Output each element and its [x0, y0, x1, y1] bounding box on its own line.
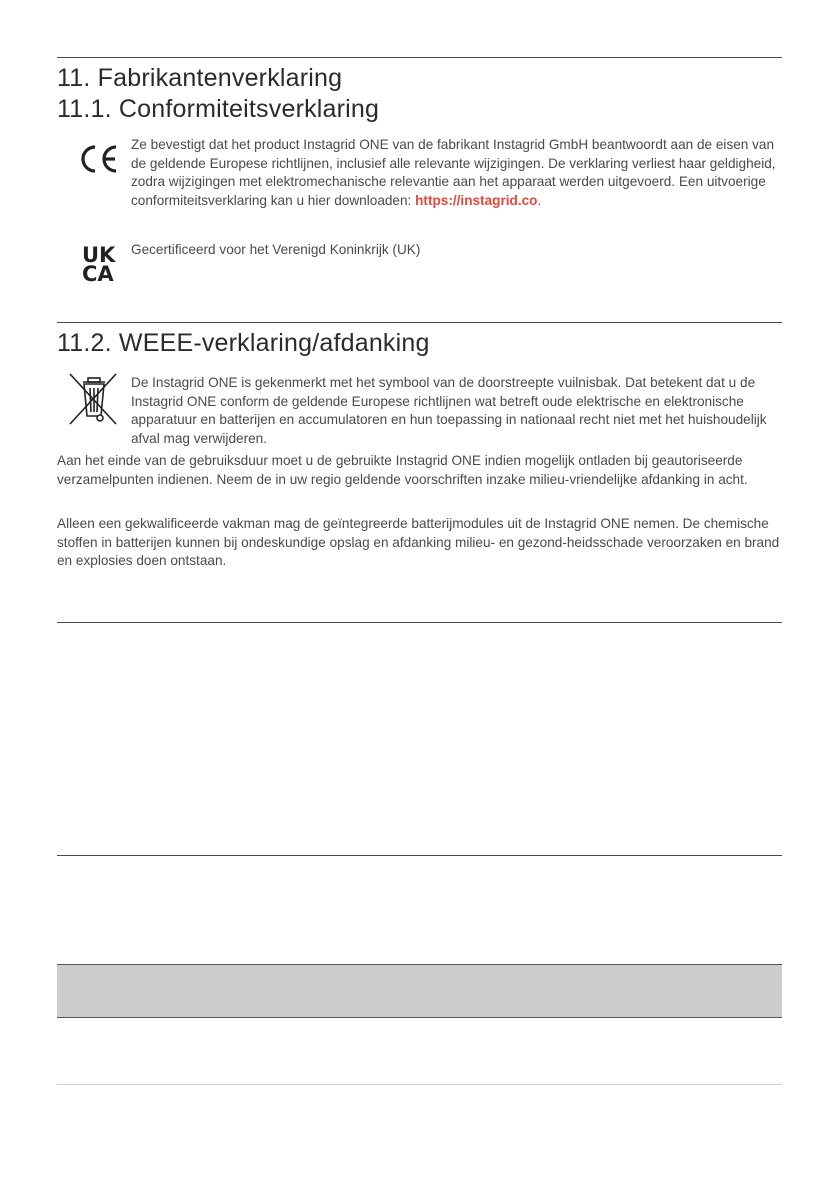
- ce-declaration-text: [131, 136, 777, 210]
- ukca-text: Gecertificeerd voor het Verenigd Koninkrijk (UK): [131, 242, 421, 257]
- instagrid-link[interactable]: https://instagrid.co: [415, 192, 538, 208]
- weee-text: De Instagrid ONE is gekenmerkt met het symbool van de doorstreepte vuilnisbak. Dat betekent dat u de Instagrid ONE conform de geldende Europese richtlijnen wat betreft oude elektrische en elektronische apparatuur en batterijen en accumulatoren en hun toepassing in nationaal recht niet met het huishoudelijk afval mag verwijderen.: [131, 375, 767, 446]
- ce-text: Ze bevestigt dat het product Instagrid ONE van de fabrikant Instagrid GmbH beantwoordt aan de eisen van de geldende Europese richtlijnen, inclusief alle relevante wijzigingen. De verklaring verliest haar geldigheid, zodra wijzigingen met elektromechanische relevantie aan het apparaat werden uitgevoerd. Een uitvoerige conformiteitsverklaring kan u hier downloaden:: [131, 137, 776, 208]
- ukca-mark-line2: CA: [82, 262, 114, 286]
- crossed-out-bin-icon: [68, 372, 118, 426]
- grey-table-header-band: [57, 964, 782, 1018]
- section-divider-top: [57, 57, 782, 58]
- section-divider-weee: [57, 322, 782, 323]
- subsection-title-conformity: 11.1. Conformiteitsverklaring: [57, 95, 380, 123]
- subsection-title-weee: 11.2. WEEE-verklaring/afdanking: [57, 329, 430, 357]
- ce-text-end: .: [537, 192, 542, 208]
- section-title: 11. Fabrikantenverklaring: [57, 64, 343, 92]
- divider-lower-1: [57, 622, 782, 623]
- divider-lower-3: [57, 1084, 782, 1085]
- end-of-life-paragraph: Aan het einde van de gebruiksduur moet u de gebruikte Instagrid ONE indien mogelijk ontladen bij geautoriseerde verzamelpunten indienen. Neem de in uw regio geldende voorschriften inzake milieu-vriendelijke afdanking in acht.: [57, 453, 748, 487]
- ukca-mark-icon: [82, 243, 124, 288]
- ukca-mark-line1: UK: [82, 243, 116, 267]
- battery-removal-paragraph: Alleen een gekwalificeerde vakman mag de geïntegreerde batterijmodules uit de Instagrid ONE nemen. De chemische stoffen in batterijen kunnen bij ondeskundige opslag en afdanking milieu- en gezond-heidsschade veroorzaken en brand en explosies doen ontstaan.: [57, 516, 780, 569]
- ce-mark-icon: [78, 144, 120, 174]
- divider-lower-2: [57, 855, 782, 856]
